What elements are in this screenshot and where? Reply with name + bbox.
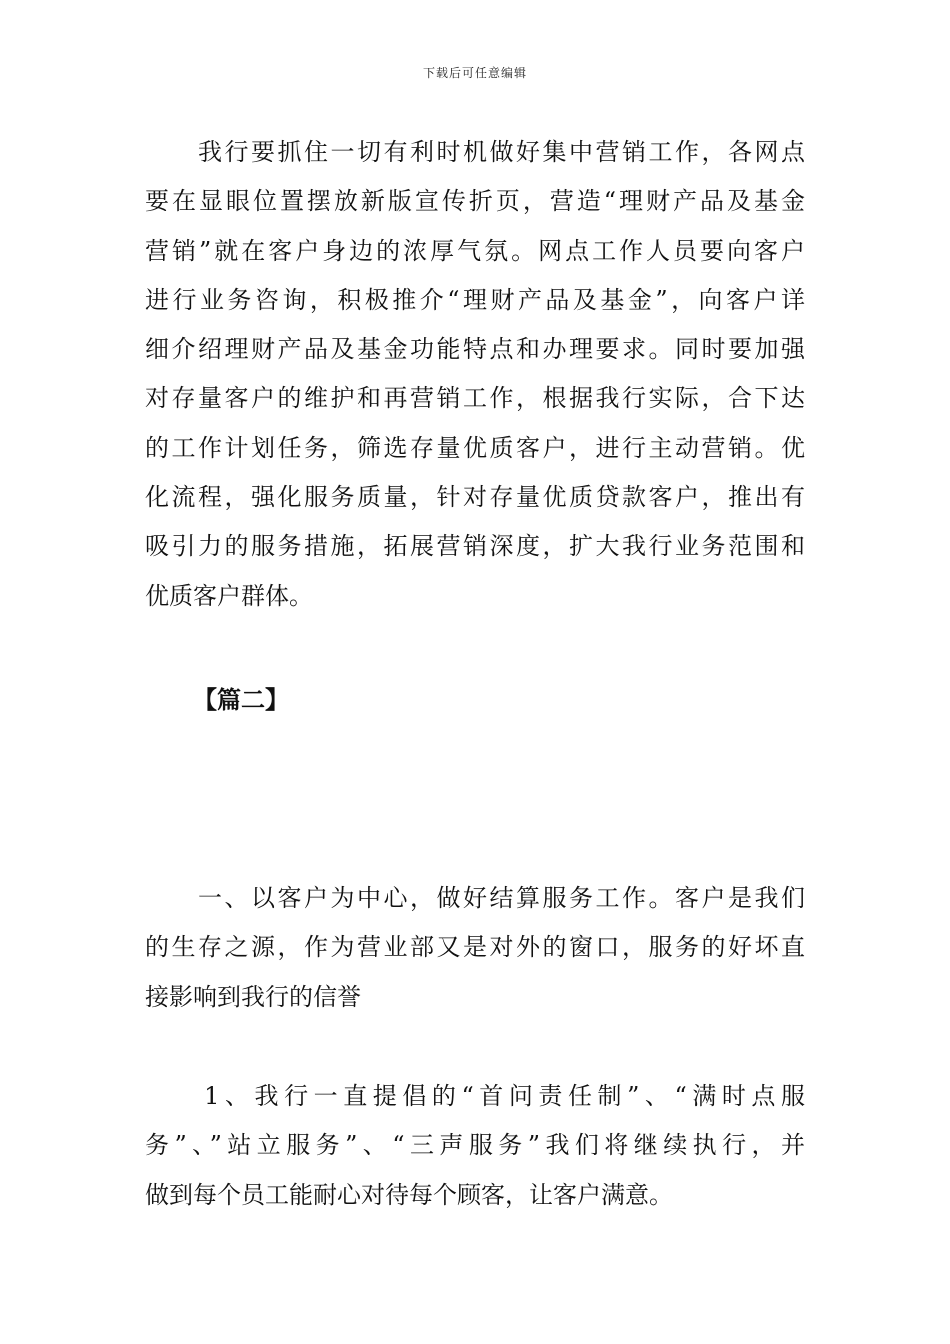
text-line: 要在显眼位置摆放新版宣传折页，营造“理财产品及基金 <box>145 187 805 216</box>
page-header: 下载后可任意编辑 <box>422 66 527 80</box>
text-line: 一、以客户为中心，做好结算服务工作。客户是我们 <box>145 884 805 912</box>
text-line: 的工作计划任务，筛选存量优质客户，进行主动营销。优 <box>145 433 805 462</box>
paragraph-customer-service <box>145 874 805 1022</box>
text-line: 对存量客户的维护和再营销工作，根据我行实际，合下达 <box>145 384 805 413</box>
text-line: 化流程，强化服务质量，针对存量优质贷款客户，推出有 <box>145 483 805 512</box>
text-line: 营销”就在客户身边的浓厚气氛。网点工作人员要向客户 <box>145 236 805 265</box>
paragraph-marketing <box>145 128 805 621</box>
text-line: 进行业务咨询，积极推介“理财产品及基金”，向客户详 <box>145 285 805 314</box>
text-line: 优质客户群体。 <box>145 581 313 610</box>
section-heading: 【篇二】 <box>193 685 289 714</box>
text-line: 1、我行一直提倡的“首问责任制”、“满时点服 <box>145 1082 805 1110</box>
paragraph-service-rules <box>145 1072 805 1220</box>
text-line: 细介绍理财产品及基金功能特点和办理要求。同时要加强 <box>145 335 805 364</box>
text-line: 接影响到我行的信誉 <box>145 982 361 1011</box>
text-line: 做到每个员工能耐心对待每个顾客，让客户满意。 <box>145 1180 673 1209</box>
text-line: 我行要抓住一切有利时机做好集中营销工作，各网点 <box>145 138 805 166</box>
text-line: 的生存之源，作为营业部又是对外的窗口，服务的好坏直 <box>145 933 805 962</box>
text-line: 吸引力的服务措施，拓展营销深度，扩大我行业务范围和 <box>145 532 805 561</box>
text-line: 务”、”站立服务”、“三声服务”我们将继续执行，并 <box>145 1131 805 1160</box>
